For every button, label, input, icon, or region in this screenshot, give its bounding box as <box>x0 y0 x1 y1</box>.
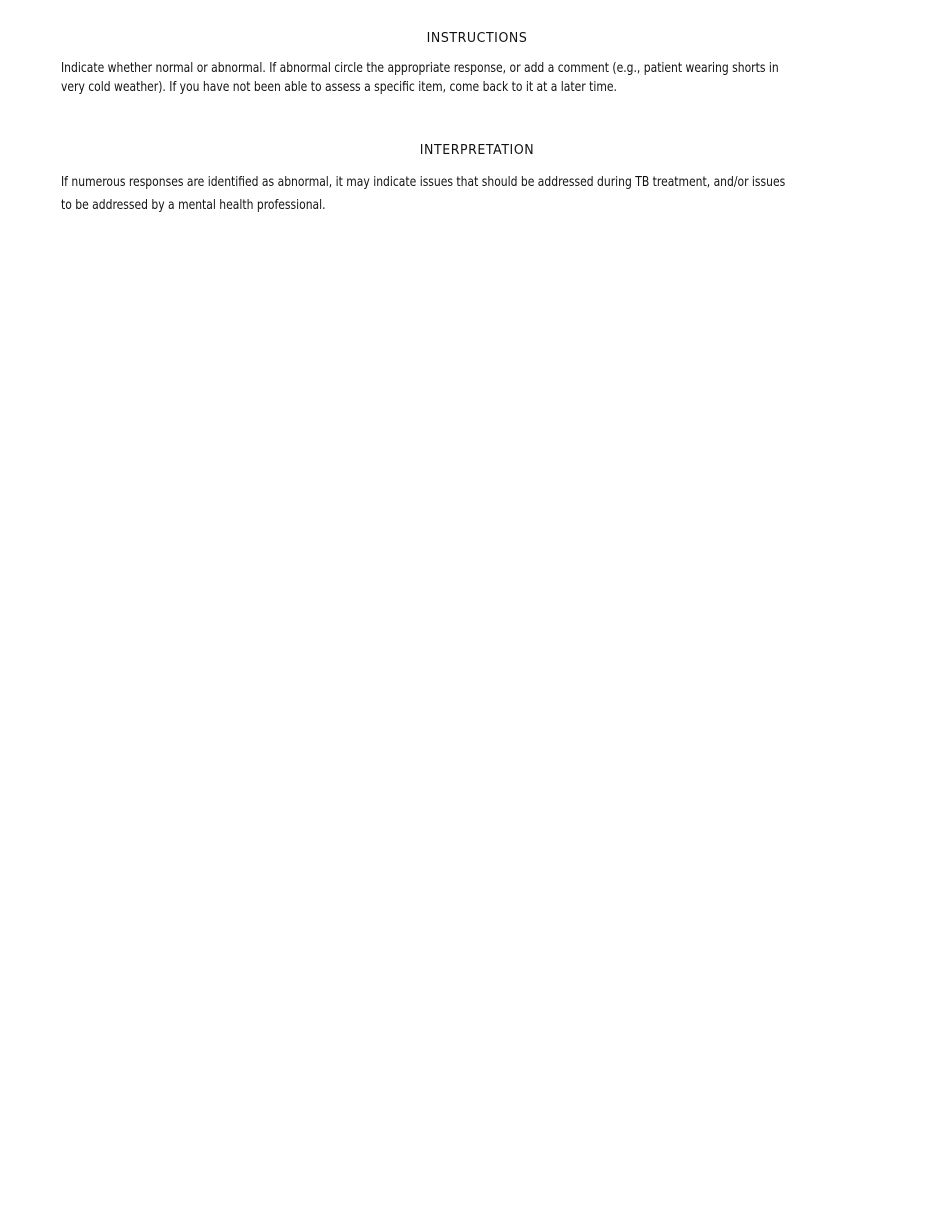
interpretation-text <box>61 171 786 217</box>
instructions-text <box>61 59 779 97</box>
instructions-heading: INSTRUCTIONS <box>426 30 528 46</box>
interpretation-heading: INTERPRETATION <box>419 142 535 158</box>
interpretation-line: to be addressed by a mental health professional. <box>61 198 326 213</box>
instructions-line: very cold weather). If you have not been able to assess a specific item, come back to it at a later time. <box>61 80 617 95</box>
interpretation-line: If numerous responses are identified as abnormal, it may indicate issues that should be addressed during TB treatment, and/or issues <box>61 175 786 190</box>
interpretation-section <box>61 141 893 217</box>
instructions-line: Indicate whether normal or abnormal. If abnormal circle the appropriate response, or add a comment (e.g., patient wearing shorts in <box>61 61 779 76</box>
instructions-section <box>61 29 893 97</box>
